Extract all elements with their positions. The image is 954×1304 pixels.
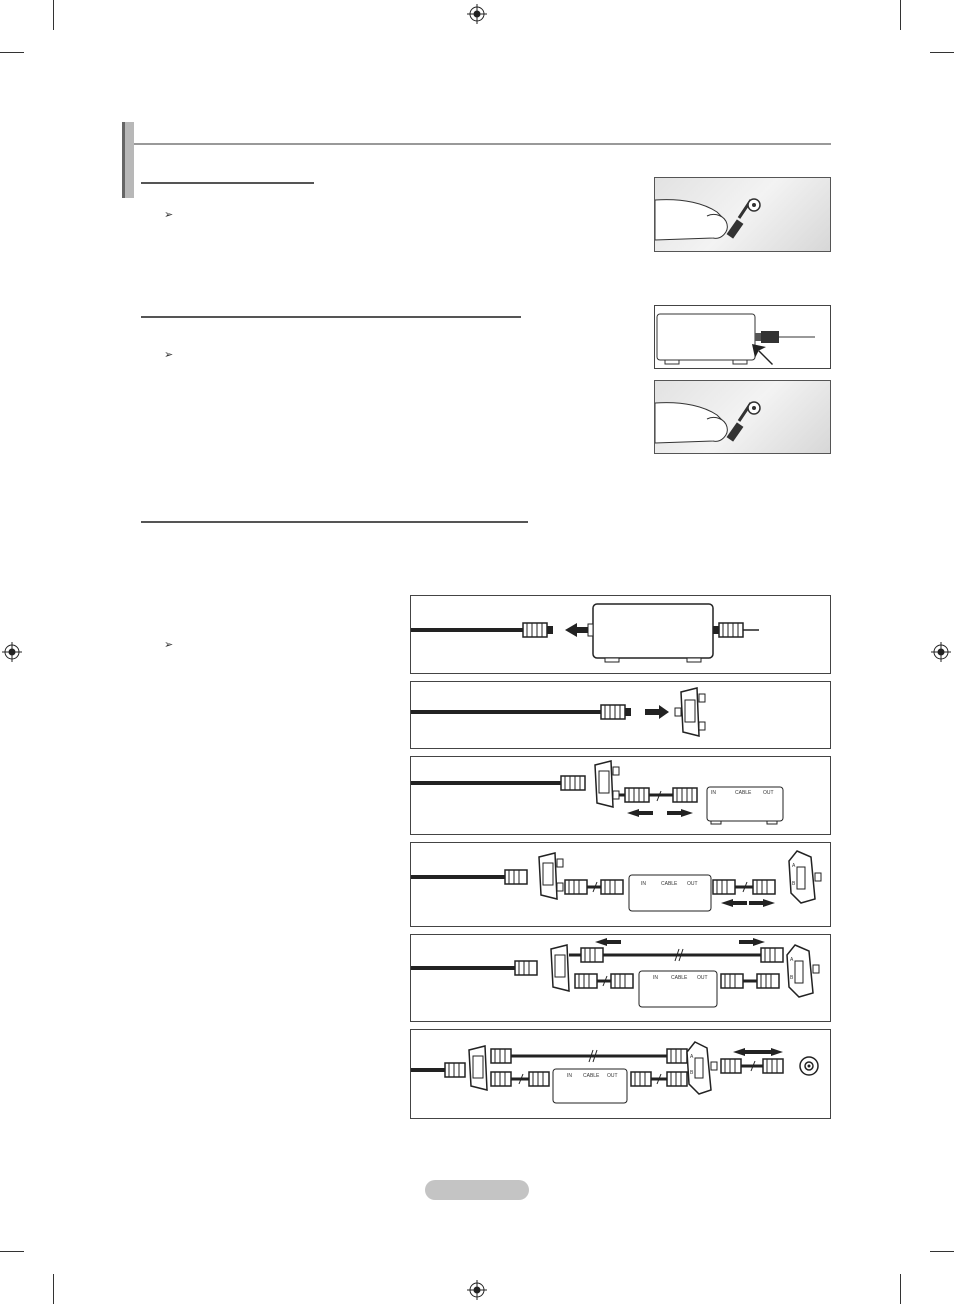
cable-box-cable-label: CABLE xyxy=(583,1073,600,1079)
cable-box-out-label: OUT xyxy=(763,790,774,796)
splitter-bypass-diagram xyxy=(410,934,831,1022)
crop-mark xyxy=(53,1274,54,1304)
cable-box-out-label: OUT xyxy=(687,881,698,887)
cable-box-out-label: OUT xyxy=(697,975,708,981)
splitter-a-label: A xyxy=(790,957,794,963)
hand-tightening-connector-photo xyxy=(654,380,831,454)
cable-box-in-label: IN xyxy=(641,881,646,887)
registration-mark-icon xyxy=(2,642,22,662)
crop-mark xyxy=(0,1251,24,1252)
registration-mark-icon xyxy=(467,1280,487,1300)
page-number-badge xyxy=(425,1180,529,1200)
crop-mark xyxy=(900,0,901,30)
splitter-a-label: A xyxy=(792,863,796,869)
note-arrow-1: ➢ xyxy=(164,209,174,221)
splitter-b-label: B xyxy=(790,975,794,981)
subheading-rule-2 xyxy=(141,316,521,318)
crop-mark xyxy=(53,0,54,30)
cable-box-cable-label: CABLE xyxy=(661,881,678,887)
cable-box-cable-label: CABLE xyxy=(671,975,688,981)
cable-box-in-label: IN xyxy=(711,790,716,796)
cable-box-in-label: IN xyxy=(567,1073,572,1079)
registration-mark-icon xyxy=(467,4,487,24)
complete-connection-diagram xyxy=(410,1029,831,1119)
device-rear-connector-illustration xyxy=(654,305,831,369)
note-arrow-2: ➢ xyxy=(164,349,174,361)
subheading-rule-3 xyxy=(141,521,528,523)
cable-box-to-ab-switch-diagram xyxy=(410,842,831,927)
cable-box-disconnect-diagram xyxy=(410,595,831,674)
cable-box-out-label: OUT xyxy=(607,1073,618,1079)
splitter-a-label: A xyxy=(690,1054,694,1060)
crop-mark xyxy=(900,1274,901,1304)
splitter-b-label: B xyxy=(792,881,796,887)
cable-box-in-label: IN xyxy=(653,975,658,981)
section-marker xyxy=(122,122,134,198)
subheading-rule-1 xyxy=(141,182,314,184)
note-arrow-3: ➢ xyxy=(164,639,174,651)
splitter-connect-diagram xyxy=(410,681,831,749)
section-title-rule xyxy=(134,143,831,145)
registration-mark-icon xyxy=(931,642,951,662)
crop-mark xyxy=(930,52,954,53)
hand-connecting-cable-photo xyxy=(654,177,831,252)
crop-mark xyxy=(0,52,24,53)
splitter-b-label: B xyxy=(690,1070,694,1076)
crop-mark xyxy=(930,1251,954,1252)
cable-box-cable-label: CABLE xyxy=(735,790,752,796)
splitter-to-cable-box-diagram xyxy=(410,756,831,835)
